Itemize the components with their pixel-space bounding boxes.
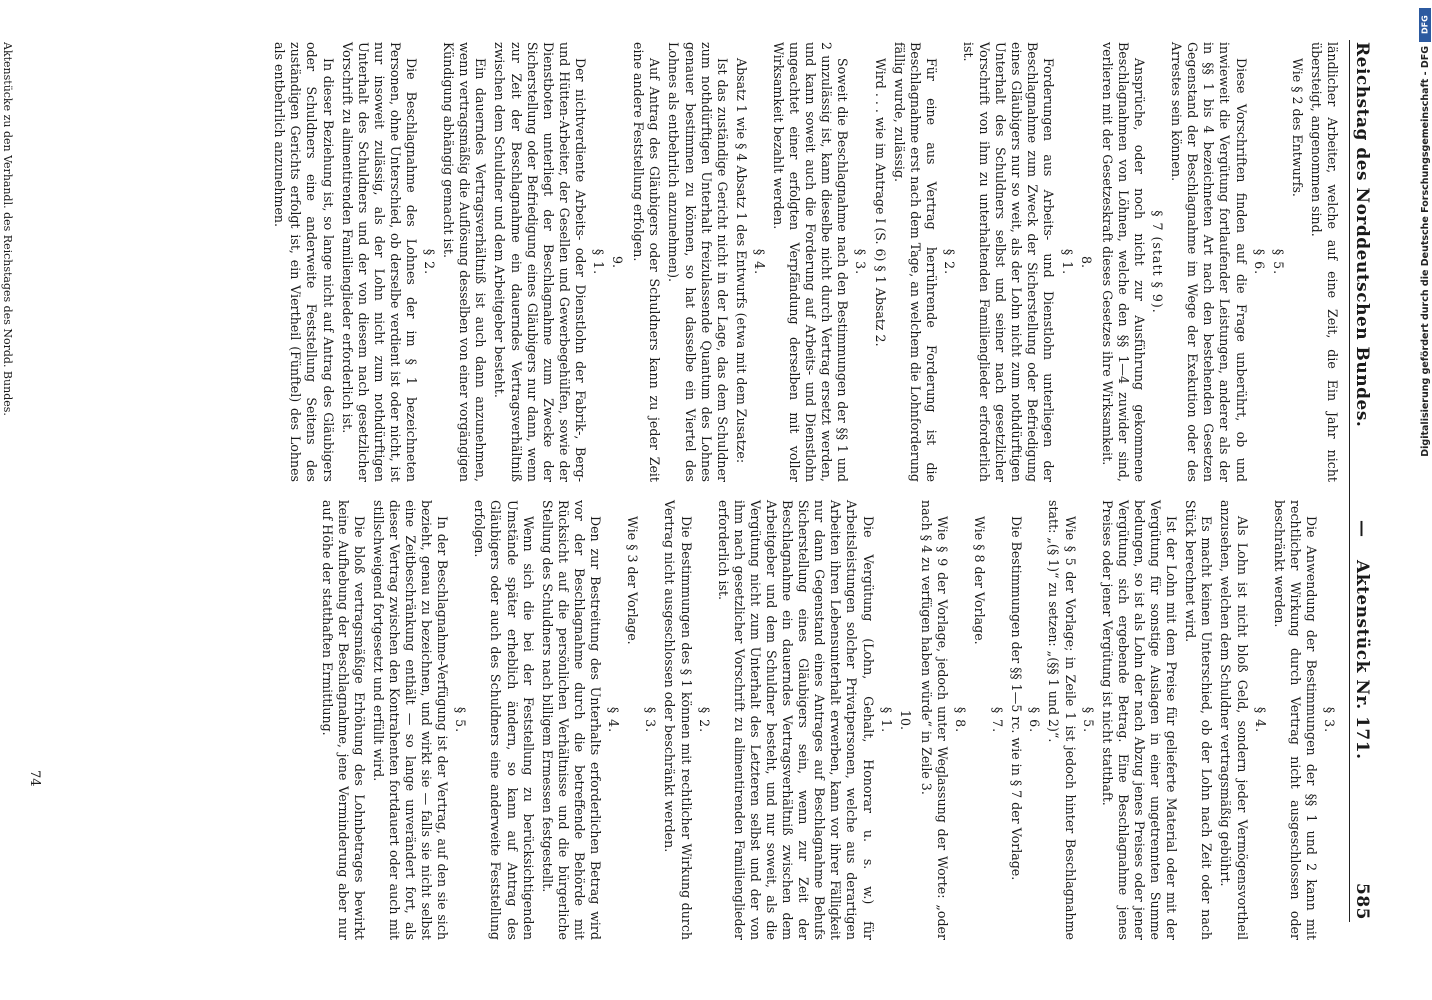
paragraph-heading: § 4. <box>751 248 767 276</box>
paragraph: Es macht keinen Unterschied, ob der Lohn nach Zeit oder nach Stück berechnet wird. <box>1183 500 1215 940</box>
paragraph-heading: § 4. <box>1252 706 1268 734</box>
paragraph: Ansprüche, oder noch nicht zur Ausführung gekommene Beschlagnahmen von Löhnen, welche den §§ 1—4 zuwider sind, verlieren mit der Gesetzeskraft dieses Gesetzes ihre Wirksamkeit. <box>1099 42 1147 482</box>
paragraph: Forderungen aus Arbeits- und Dienstlohn unterliegen der Beschlagnahme zum Zweck der Sicherstellung oder Befriedigung eines Gläubigers nur so weit, als der Lohn nicht zum nothdürftigen Unterhalt des Schuldners selbst und seiner nach gesetzlicher Vorschrift von ihm zu unterhaltenden Familienglieder erforderlich ist. <box>961 42 1057 482</box>
section-number: 9. <box>610 255 626 269</box>
paragraph: Diese Vorschriften finden auf die Frage unberührt, ob und inwieweit die Vergütung fortlaufender Leistungen, anderer als der in §§ 1 bis 4 bezeichneten Art nach den bestehenden Gesetzen Gegenstand der Beschlagnahme im Wege der Exekution oder des Arrestes sein können. <box>1169 42 1249 482</box>
paragraph-heading: § 2. <box>696 706 712 734</box>
paragraph-heading: § 5. <box>453 706 469 734</box>
paragraph: Wie § 5 der Vorlage; in Zeile 1 ist jedoch hinter Beschlagnahme statt: „(§ 1)“ zu setzen: „(§§ 1 und 2)“. <box>1046 500 1078 940</box>
running-header-document-number: Aktenstück Nr. 171. <box>1352 560 1372 760</box>
paragraph: Die Beschlagnahme des Lohnes der im § 1 bezeichneten Personen, ohne Unterschied, ob derselbe verdient ist oder nicht, ist nur insoweit zulässig, als der Lohn nicht zum nothdürftigen Unterhalt des Schuldners und der von diesem nach gesetzlicher Vorschrift zu alimentirenden Familienglieder erforderlich ist. <box>339 42 420 482</box>
header-rule <box>1349 40 1350 922</box>
paragraph-heading: § 4. <box>606 706 622 734</box>
paragraph: ländlicher Arbeiter, welche auf eine Zeit, die Ein Jahr nicht übersteigt, angenommen sind. <box>1308 42 1340 482</box>
paragraph: Wie § 8 der Vorlage. <box>972 516 988 645</box>
paragraph-heading: § 3. <box>643 706 659 734</box>
paragraph-heading: § 5. <box>1080 706 1096 734</box>
paragraph: Die Bestimmungen des § 1 können mit rechtlicher Wirkung durch Vertrag nicht ausgeschlossen oder beschränkt werden. <box>662 500 694 940</box>
paragraph-heading: § 7. <box>990 706 1006 734</box>
paragraph-heading: § 1. <box>1059 248 1075 276</box>
paragraph-heading: § 2. <box>941 248 957 276</box>
section-number: 8. <box>1078 255 1094 269</box>
paragraph: Ein dauerndes Vertragsverhältniß ist auch dann anzunehmen, wenn vertragsmäßig die Auflösung desselben von einer vorgängigen Kündigung abhängig gemacht ist. <box>441 42 489 482</box>
paragraph-heading: § 3. <box>1322 706 1337 734</box>
paragraph-heading: § 6. <box>1027 706 1043 734</box>
paragraph-heading: § 1. <box>591 248 607 276</box>
paragraph: Wie § 2 des Entwurfs. <box>1289 58 1305 197</box>
paragraph: In dieser Beziehung ist, so lange nicht auf Antrag des Gläubigers oder Schuldners eine anderweite Feststellung Seitens des zuständigen Gerichts erfolgt ist, ein Viertheil (Fünftel) des Lohnes als entbehrlich anzunehmen. <box>272 42 336 482</box>
header-dash: — <box>1352 520 1372 538</box>
paragraph: Wenn sich die bei der Feststellung zu berücksichtigenden Umstände später erheblich ändern, so kann auf Antrag des Gläubigers oder auch des Schuldners eine anderweite Feststellung erfolgen. <box>472 500 536 940</box>
paragraph: Die Vergütung (Lohn, Gehalt, Honorar u. s. w.) für Arbeitsleistungen solcher Privatpersonen, welche aus derartigen Arbeiten ihren Lebensunterhalt erwerben, kann vor ihrer Fälligkeit nur dann Gegenstand eines Antrages auf Beschlagnahme Behufs Sicherstellung eines Gläubigers sein, wenn zur Zeit der Beschlagnahme ein dauerndes Vertragsverhältniß zwischen dem Arbeitgeber und dem Schuldner besteht, und nur soweit, als die Vergütung nicht zum Unterhalt des Letzteren selbst und der von ihm nach gesetzlicher Vorschrift zu alimentirenden Familienglieder erforderlich ist. <box>715 500 876 940</box>
text-column-right <box>315 500 1340 940</box>
paragraph: Die Anwendung der Bestimmungen der §§ 1 und 2 kann mit rechtlicher Wirkung durch Vertrag nicht ausgeschlossen oder beschränkt werden. <box>1271 500 1319 940</box>
paragraph-heading: § 6. <box>1251 248 1267 276</box>
digitization-credit: Digitalisierung gefördert durch die Deutsche Forschungsgemeinschaft - DFG <box>1420 46 1431 457</box>
paragraph-heading: § 2. <box>422 248 438 276</box>
paragraph: Den zur Bestreitung des Unterhalts erforderlichen Betrag wird vor der Beschlagnahme durch die betreffende Behörde mit Rücksicht auf die persönlichen Verhältnisse und die bürgerliche Stellung des Schuldners nach billigem Ermessen festgestellt. <box>539 500 604 940</box>
paragraph: Ist das zuständige Gericht nicht in der Lage, das dem Schuldner zum nothdürftigen Unterhalt freizulassende Quantum des Lohnes genauer bestimmen zu können, so hat dasselbe ein Viertel des Lohnes als entbehrlich anzunehmen). <box>666 42 730 482</box>
paragraph: Als Lohn ist nicht bloß Geld, sondern jeder Vermögensvortheil anzusehen, welchen dem Schuldner vertragsmäßig gebührt. <box>1218 500 1250 940</box>
footer-note: Aktenstücke zu den Verhandl. des Reichstages des Nordd. Bundes. <box>1 42 14 416</box>
running-header-left: Reichstag des Norddeutschen Bundes. <box>1352 42 1372 428</box>
paragraph: Die Bestimmungen der §§ 1—5 rc. wie in § 7 der Vorlage. <box>1009 516 1025 881</box>
page-number: 585 <box>1352 883 1372 920</box>
paragraph: Wie § 3 der Vorlage. <box>625 516 641 645</box>
digitization-sidebar <box>1418 0 1432 1000</box>
paragraph: Absatz 1 wie § 4 Absatz 1 des Entwurfs (etwa mit dem Zusatze: <box>733 58 749 464</box>
dfg-logo-icon: DFG <box>1419 8 1431 42</box>
paragraph: Auf Antrag des Gläubigers oder Schuldners kann zu jeder Zeit eine andere Feststellung erfolgen. <box>631 42 663 482</box>
paragraph: Die bloß vertragsmäßige Erhöhung des Lohnbetrages bewirkt keine Aufhebung der Beschlagnahme, jene Verminderung aber nur auf Höhe der statthaften Ermittlung. <box>319 500 367 940</box>
paragraph-heading: § 3. <box>853 248 869 276</box>
paragraph-heading: § 1. <box>878 706 894 734</box>
paragraph-heading: § 5. <box>1270 248 1286 276</box>
paragraph-heading: § 7 (statt § 9). <box>1150 210 1166 314</box>
signature-folio: 74 <box>27 770 42 787</box>
paragraph: Wird . . . wie im Antrage I (S. 6) § 1 Absatz 2. <box>872 58 888 347</box>
paragraph: Ist der Lohn mit dem Preise für gelieferte Material oder mit der Vergütung für sonstige Auslagen in einer ungetrennten Summe bedungen, so ist als Lohn der nach Abzug jenes Preises oder jener Vergütung sich ergebende Betrag. Eine Beschlagnahme jenes Preises oder jener Vergütung ist nicht statthaft. <box>1099 500 1180 940</box>
section-number: 10. <box>897 709 913 731</box>
paragraph-heading: § 8. <box>953 706 969 734</box>
text-column-left <box>268 42 1340 482</box>
paragraph: Soweit die Beschlagnahme nach den Bestimmungen der §§ 1 und 2 unzulässig ist, kann dieselbe nicht durch Vertrag ersetzt werden, und kann soweit auch die Forderung auf Arbeits- und Dienstlohn ungeachtet einer erfolgten Verpfändung derselben mit voller Wirksamkeit bezahlt werden. <box>771 42 851 482</box>
paragraph: Für eine aus Vertrag herrührende Forderung ist die Beschlagnahme erst nach dem Tage, an welchem die Lohnforderung fällig wurde, zulässig. <box>891 42 939 482</box>
paragraph: In der Beschlagnahme-Verfügung ist der Vertrag, auf den sie sich bezieht, genau zu bezeichnen, und wirkt sie — falls sie nicht selbst eine Zeitbeschränkung enthält — so lange unverändert fort, als dieser Vertrag zwischen den Kontrahenten fortdauert oder auch mit stillschweigend fortgesetzt und erfüllt wird. <box>370 500 451 940</box>
paragraph: Wie § 9 der Vorlage, jedoch unter Weglassung der Worte: „oder nach § 4 zu verfügen haben würde“ in Zeile 3. <box>918 500 950 940</box>
paragraph: Der nichtverdiente Arbeits- oder Dienstlohn der Fabrik-, Berg- und Hütten-Arbeiter, der Gesellen und Gewerbegehülfen, sowie der Dienstboten unterliegt der Beschlagnahme zum Zwecke der Sicherstellung oder Befriedigung eines Gläubigers nur dann, wenn zur Zeit der Beschlagnahme ein dauerndes Vertragsverhältniß zwischen dem Schuldner und dem Arbeitgeber besteht. <box>492 42 588 482</box>
